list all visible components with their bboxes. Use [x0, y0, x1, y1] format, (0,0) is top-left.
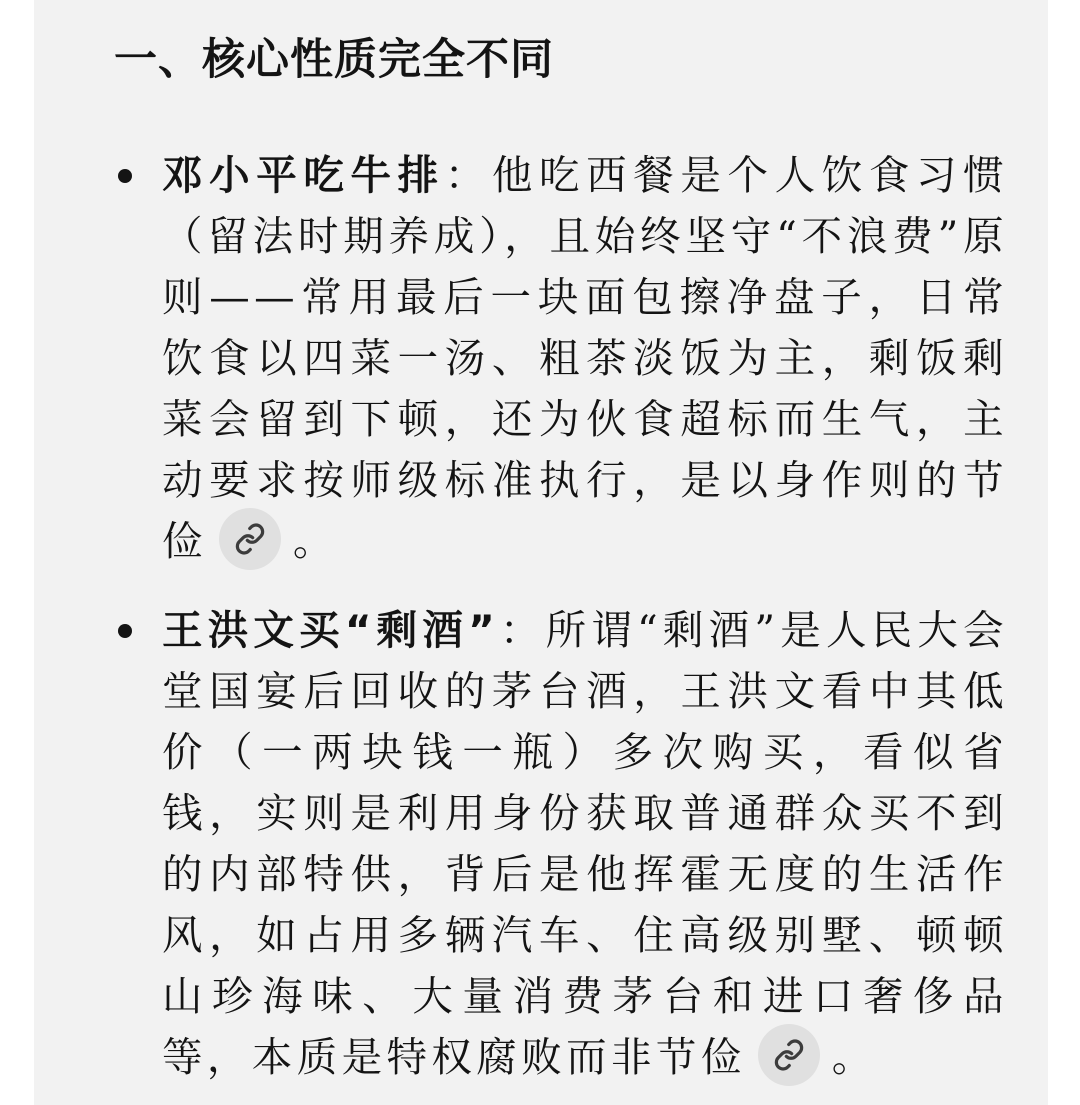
bullet-dot: [118, 624, 132, 638]
item-separator: ：: [444, 151, 492, 199]
list-item-text: [162, 600, 1008, 1092]
source-link-button[interactable]: [219, 508, 281, 570]
bullet-dot: [118, 169, 132, 183]
item-title: 邓小平吃牛排: [162, 151, 445, 199]
item-end: 。: [831, 1033, 877, 1081]
link-icon: [234, 523, 266, 555]
item-end: 。: [292, 517, 338, 565]
link-icon: [773, 1039, 805, 1071]
item-body: 所谓“剩酒”是人民大会堂国宴后回收的茅台酒，王洪文看中其低价（一两块钱一瓶）多次购买，看似省钱，实则是利用身份获取普通群众买不到的内部特供，背后是他挥霍无度的生活作风，如占用多辆汽车、住高级别墅、顿顿山珍海味、大量消费茅台和进口奢侈品等，本质是特权腐败而非节俭: [162, 606, 1008, 1081]
answer-card: [34, 0, 1048, 1105]
item-separator: ：: [499, 606, 546, 654]
item-title: 王洪文买“剩酒”: [162, 606, 500, 654]
section-heading: 一、核心性质完全不同: [114, 35, 554, 85]
source-link-button[interactable]: [758, 1024, 820, 1086]
list-item-text: [162, 145, 1008, 576]
item-body: 他吃西餐是个人饮食习惯（留法时期养成），且始终坚守“不浪费”原则——常用最后一块面包擦净盘子，日常饮食以四菜一汤、粗茶淡饭为主，剩饭剩菜会留到下顿，还为伙食超标而生气，主动要求按师级标准执行，是以身作则的节俭: [162, 151, 1008, 565]
